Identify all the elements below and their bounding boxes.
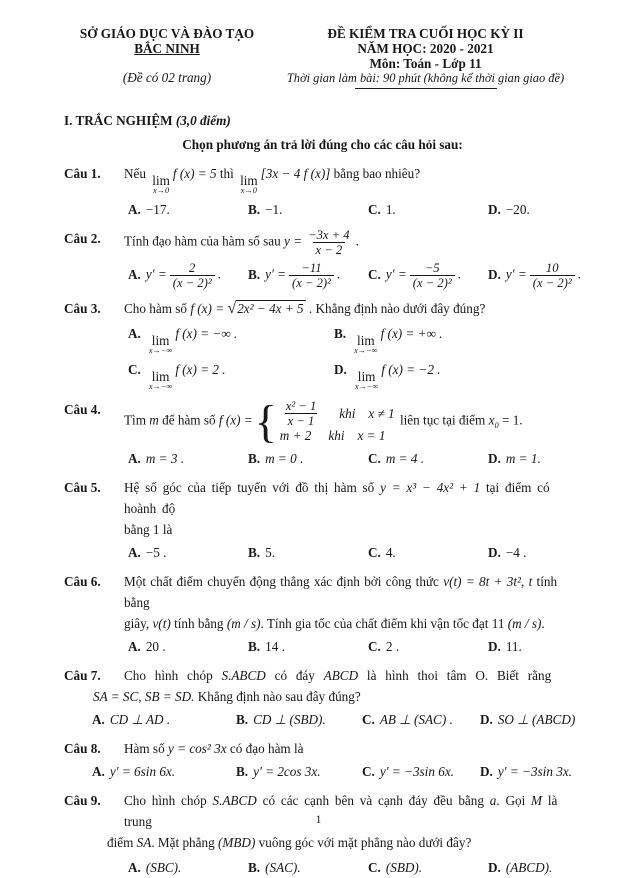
q3-option-D: D. lim x→−∞ f (x) = −2 . [334,362,441,391]
limit-notation: lim x→−∞ [148,369,173,391]
q6-option-A: A. 20 . [128,639,166,654]
question-3-options-row2 [128,359,581,391]
question-8-label: Câu 8. [64,741,101,756]
q5-option-B: B. 5. [248,545,275,560]
q3-option-B: B. lim x→−∞ f (x) = +∞ . [334,326,443,355]
q9-option-D: D. (ABCD). [488,860,553,875]
question-2-label: Câu 2. [64,231,101,246]
question-6-label: Câu 6. [64,574,101,589]
limit-notation: lim x→0 [240,173,258,195]
question-9-options [128,857,581,878]
q4-option-C: C. m = 4 . [368,451,425,466]
page-number: 1 [315,812,322,826]
q6-option-C: C. 2 . [368,639,400,654]
curly-brace: { [254,395,277,447]
fraction: $\frac{-11}{\text{(x − 2)²}}$ [289,261,334,290]
fraction: $\frac{-3x + 4}{x - 2}$ [308,228,350,257]
q7-option-C: C. AB ⊥ (SAC) . [362,712,453,727]
question-6-options [128,636,581,657]
page-header [64,26,581,89]
question-8-options [92,761,581,782]
q8-option-D: D. y′ = −3sin 3x. [480,764,572,779]
question-7-label: Câu 7. [64,668,101,683]
q8-option-B: B. y′ = 2cos 3x. [236,764,321,779]
q8-option-C: C. y′ = −3sin 6x. [362,764,454,779]
question-3 [64,298,581,391]
question-4 [64,395,581,469]
fraction: $\frac{10}{\text{(x − 2)²}}$ [530,261,575,290]
limit-notation: lim x→−∞ [354,333,378,355]
limit-notation: lim x→−∞ [354,369,379,391]
q4-option-A: A. m = 3 . [128,451,185,466]
q7-option-B: B. CD ⊥ (SBD). [236,712,326,727]
question-7-options [92,709,581,730]
duration-note: Thời gian làm bài: 90 phút (không kể thời gian giao đề) [286,71,565,85]
question-4-options [128,448,581,469]
question-5-label: Câu 5. [64,480,101,495]
section-title: I. TRẮC NGHIỆM (3,0 điểm) [64,113,231,128]
school-year: NĂM HỌC: 2020 - 2021 [357,41,494,56]
q8-option-A: A. y′ = 6sin 6x. [92,764,176,779]
q1-option-A: A. −17. [128,202,170,217]
department-name: SỞ GIÁO DỤC VÀ ĐÀO TẠO [79,26,255,41]
q4-option-B: B. m = 0 . [248,451,304,466]
limit-notation: lim x→−∞ [148,333,173,355]
question-2-body: Tính đạo hàm của hàm số sau y = $\frac{-3x + 4}{x - 2}$ . [124,228,359,257]
header-right-block [270,26,581,89]
question-5 [64,477,581,563]
question-7-body: Cho hình chóp S.ABCD có đáy ABCD là hình thoi tâm O. Biết rằng SA = SC, SB = SD. Khẳng định nào sau đây đúng? [93,668,552,704]
q2-option-C: C. y′ = $\frac{-5}{\text{(x − 2)²}}$ . [368,261,461,290]
q2-option-D: D. y′ = $\frac{10}{\text{(x − 2)²}}$ . [488,261,581,290]
question-9-body: Cho hình chóp S.ABCD có các cạnh bên và cạnh đáy đều bằng a. Gọi M là trung điểm SA. Mặt phẳng (MBD) vuông góc với mặt phẳng nào dưới đây? [107,793,558,850]
question-1-body: Nếu lim x→0 f (x) = 5 thì lim x→0 [3x − 4 f (x)] bằng bao nhiêu? [124,166,421,195]
section-points: (3,0 điểm) [172,113,231,128]
header-left-block [64,26,270,89]
question-4-body: Tìm m để hàm số f (x) = { $\frac{\text{x² − 1}}{x - 1}$ khi x ≠ 1 m + 2 khi x = 1 liên tục tại điểm $x_0 = 1$. [124,395,523,447]
pages-note: (Đề có 02 trang) [122,70,212,85]
question-7 [64,665,581,730]
q5-option-A: A. −5 . [128,545,167,560]
question-9 [64,790,581,878]
question-8 [64,738,581,782]
question-1-options [128,199,581,220]
question-5-body: Hệ số góc của tiếp tuyến với đồ thị hàm số y = x³ − 4x² + 1 tại điểm có hoành độ bằng 1 là [124,480,550,537]
q9-option-B: B. (SAC). [248,860,301,875]
subject-grade: Môn: Toán - Lớp 11 [369,56,482,71]
q6-option-B: B. 14 . [248,639,285,654]
exam-title: ĐỀ KIỂM TRA CUỐI HỌC KỲ II [327,26,524,41]
question-2 [64,228,581,290]
radical-sign: √ [227,300,237,317]
question-3-options-row1 [128,323,581,355]
q1-option-C: C. 1. [368,202,396,217]
q9-option-C: C. (SBD). [368,860,423,875]
q6-option-D: D. 11. [488,639,522,654]
radicand: 2x² − 4x + 5 [237,301,304,316]
question-2-options [128,261,581,290]
piecewise-function: { $\frac{\text{x² − 1}}{x - 1}$ khi x ≠ 1 m + 2 khi x = 1 [254,395,395,447]
fraction: $\frac{2}{\text{(x − 2)²}}$ [170,261,215,290]
question-1 [64,163,581,220]
fraction: $\frac{-5}{\text{(x − 2)²}}$ [410,261,455,290]
section-instruction: Chọn phương án trả lời đúng cho các câu hỏi sau: [182,137,463,152]
question-4-label: Câu 4. [64,402,101,417]
q7-option-A: A. CD ⊥ AD . [92,712,171,727]
question-6 [64,571,581,657]
question-1-label: Câu 1. [64,166,101,181]
q2-option-B: B. y′ = $\frac{-11}{\text{(x − 2)²}}$ . [248,261,341,290]
q3-option-C: C. lim x→−∞ f (x) = 2 . [128,362,226,391]
province-name: BẮC NINH [134,41,200,56]
question-8-body: Hàm số y = cos² 3x có đạo hàm là [124,741,304,756]
question-3-label: Câu 3. [64,301,101,316]
q9-option-A: A. (SBC). [128,860,182,875]
question-3-body: Cho hàm số f (x) = √2x² − 4x + 5 . Khẳng định nào dưới đây đúng? [124,300,486,317]
question-9-label: Câu 9. [64,793,101,808]
duration-underline [355,88,497,89]
q3-option-A: A. lim x→−∞ f (x) = −∞ . [128,326,238,355]
q7-option-D: D. SO ⊥ (ABCD) [480,712,576,727]
limit-notation: lim x→0 [152,173,170,195]
q5-option-C: C. 4. [368,545,396,560]
question-5-options [128,542,581,563]
q1-option-D: D. −20. [488,202,530,217]
q2-option-A: A. y′ = $\frac{2}{\text{(x − 2)²}}$ . [128,261,221,290]
q5-option-D: D. −4 . [488,545,527,560]
q4-option-D: D. m = 1. [488,451,541,466]
question-6-body: Một chất điểm chuyển động thẳng xác định bởi công thức v(t) = 8t + 3t², t tính bằng giây, v(t) tính bằng (m / s). Tính gia tốc của chất điểm khi vận tốc đạt 11 (m / s). [124,574,558,631]
q1-option-B: B. −1. [248,202,283,217]
